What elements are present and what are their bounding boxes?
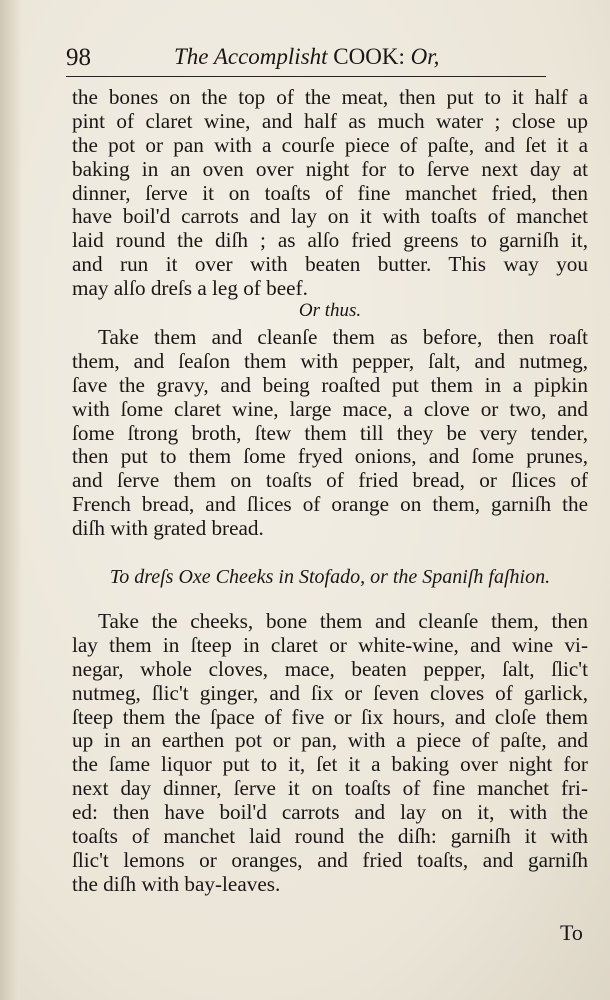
text-line: French bread, and ſlices of orange on them, garniſh the	[72, 492, 588, 517]
text-line: the bones on the top of the meat, then put to it half a	[72, 85, 588, 109]
text-line: may alſo dreſs a leg of beef.	[72, 276, 308, 301]
text-line: ſteep them the ſpace of five or ſix hours, and cloſe them	[72, 704, 588, 729]
text-line: the diſh with bay-leaves.	[72, 871, 281, 896]
text-line: laid round the diſh ; as alſo fried greens to garniſh it,	[72, 228, 588, 253]
text-line: the ſame liquor put to it, ſet it a baking over night for	[72, 752, 588, 777]
text-line: and ſerve them on toaſts of fried bread, or ſlices of	[72, 468, 588, 493]
text-line: ſave the gravy, and being roaſted put them in a pipkin	[72, 372, 588, 397]
text-line: then put to them ſome fryed onions, and ſome prunes,	[72, 444, 588, 469]
text-line: up in an earthen pot or pan, with a piece of paſte, and	[72, 728, 588, 753]
subheading: Or thus.	[298, 300, 362, 321]
text-line: them, and ſeaſon them with pepper, ſalt, and nutmeg,	[72, 348, 588, 373]
text-line: with ſome claret wine, large mace, a clove or two, and	[72, 396, 588, 421]
paragraph-2	[72, 326, 588, 541]
text-line: Take the cheeks, bone them and cleanſe them, then	[98, 609, 588, 633]
text-line: ed: then have boil'd carrots and lay on it, with the	[72, 800, 588, 825]
header-rule	[66, 76, 546, 77]
text-line: and run it over with beaten butter. This way you	[72, 252, 588, 277]
page-gutter	[0, 0, 22, 1000]
page-number: 98	[66, 44, 91, 71]
running-head-italic: The Accomplisht	[174, 44, 328, 69]
text-line: diſh with grated bread.	[72, 516, 264, 541]
running-head-or: Or,	[404, 44, 440, 69]
text-line: pint of claret wine, and half as much water ; close up	[72, 108, 588, 133]
text-line: negar, whole cloves, mace, beaten pepper, ſalt, ſlic't	[72, 656, 588, 681]
text-line: ſlic't lemons or oranges, and fried toaſts, and garniſh	[72, 847, 588, 872]
text-line: ſome ſtrong broth, ſtew them till they be very tender,	[72, 420, 588, 445]
paragraph-1	[72, 86, 588, 301]
paragraph-3	[72, 610, 588, 897]
text-line: next day dinner, ſerve it on toaſts of fine manchet fri-	[72, 776, 588, 801]
text-line: have boil'd carrots and lay on it with toaſts of manchet	[72, 204, 588, 229]
page-header	[66, 38, 536, 72]
text-line: the pot or pan with a courſe piece of paſte, and ſet it a	[72, 132, 588, 157]
running-head	[174, 44, 439, 70]
text-line: Take them and cleanſe them as before, then roaſt	[98, 325, 588, 349]
text-line: dinner, ſerve it on toaſts of fine manchet fried, then	[72, 180, 588, 205]
text-line: lay them in ſteep in claret or white-wine, and wine vi-	[72, 632, 588, 657]
running-head-caps: COOK:	[327, 44, 405, 69]
text-line: toaſts of manchet laid round the diſh: garniſh it with	[72, 824, 588, 849]
text-line: baking in an oven over night for to ſerve next day at	[72, 156, 588, 181]
section-heading: To dreſs Oxe Cheeks in Stofado, or the Spaniſh faſhion.	[109, 566, 551, 588]
text-line: nutmeg, ſlic't ginger, and ſix or ſeven cloves of garlick,	[72, 680, 588, 705]
catchword: To	[560, 920, 583, 945]
